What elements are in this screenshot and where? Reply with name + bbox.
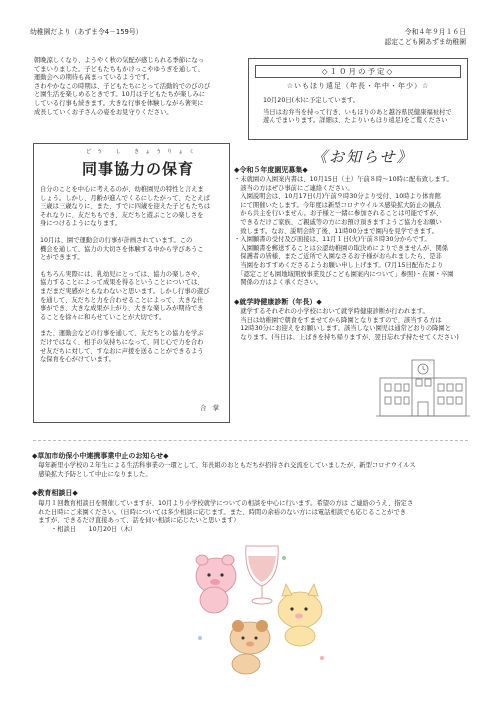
boshu-line: 該当の方はぜひ事前にご連絡ください。	[234, 184, 354, 192]
chuushi-title: ◆草加市幼保小中連携事業中止のお知らせ◆	[32, 452, 169, 460]
soudan-line: ・相談日 10月20日（木）	[32, 525, 137, 533]
intro-line: てまいりました。子どもたちもかけっこやゆうぎを通して、	[34, 65, 204, 73]
soudan-title: ◆教育相談日◆	[32, 489, 78, 497]
boshu-line: にて開催いたします。今年度は新型コロナウイルス感染拡大防止の観点	[234, 201, 441, 209]
kyodo-body	[40, 186, 224, 365]
kyodo-line: を通して、友だちと力を合わせることによって、大きな仕	[40, 296, 204, 304]
boshu-line: 保護者の皆様、またご近所で入園なさるお子様がおられましたら、是非	[234, 253, 442, 261]
chuushi-body	[32, 462, 472, 479]
kyodo-line: 事ができ、大きな成果が上がり、大きな楽しみが期待でき	[40, 305, 204, 313]
title-ruby: どう し きょうりょく	[86, 149, 201, 155]
newsletter-issue: 幼稚園だより（あずま令4－159号）	[30, 28, 143, 36]
kyodo-line: 10月は、園で運動会の行事が計画されています。この	[40, 236, 193, 244]
boshu-line: から共主を行いません。お子様と一緒に参加されることは可能ですが、	[234, 210, 443, 218]
school-building-illustration	[376, 352, 470, 420]
brown-character-icon	[230, 620, 270, 674]
kenshin-line: 12時30分にお迎えをお願いします。該当しない園児は通常どおりの降園と	[234, 325, 452, 333]
kenshin-title: ◆就学時健康診断（年長）◆	[234, 298, 322, 306]
dot-decoration-icon	[198, 636, 202, 640]
kenshin-line: なります。(当日は、上ばきを持ち帰りますが、翌日忘れず持たせてください)	[234, 333, 459, 341]
kyodo-line: 自分のことを中心に考えるのが、幼稚園児の特性と言えま	[40, 186, 204, 193]
intro-line: 成長していくお子さんの姿をお見守りください。	[34, 108, 173, 116]
schedule-line: 遊んでまいります。詳細は、たよりいもほり遠足)をご覧ください	[263, 117, 448, 125]
boshu-line: 当園をおすすめくださるようお願い申し上げます。(7月15日配布たより	[234, 261, 444, 269]
chuushi-line: 毎年新里小学校の２年生による生活科事業の一環として、年長組のおともだちが招待され交流をしていましたが、新型コロナウイルス	[32, 462, 416, 469]
kenshin-body	[234, 308, 474, 342]
schedule-details	[263, 97, 467, 126]
dot-decoration-icon	[282, 556, 286, 560]
boshu-line: ・未就園の入園案内書は、10月15日（土）午前８時～10時に配布致します。	[234, 176, 453, 183]
intro-line: している行事も続きます。大きな行事を体験しながら著実に	[34, 99, 204, 107]
kyodo-line: ることを徐々に和らせていことが大切です。	[40, 313, 166, 321]
imohori-title: ☆いもほり遠足（年長・年中・年少）☆	[286, 82, 430, 90]
schedule-line: 当日はお弁当を持って行き、いもほりのあと越谷県民健康福祉村で	[263, 108, 452, 116]
yellow-character-icon	[278, 584, 322, 646]
schedule-title: ◇１０月の予定◇	[255, 65, 461, 78]
boshu-line: 入園説明会は、10月17日(月)午前９時30分より受付、10時より体育館	[234, 193, 441, 201]
kyodo-line: とができます。	[40, 254, 84, 262]
chuushi-line: 感染拡大予防として中止になりました。	[32, 470, 152, 478]
kyodo-line: それなりに、友だちもでき、友だちと遊ぶことの楽しさを	[40, 211, 204, 219]
kyodo-line: せ友だちに対して、すなおに声援を送ることができるよう	[40, 347, 204, 355]
kyodo-line: まだまだ実感がともなわないと思います。しかし行事の遊び	[40, 287, 210, 295]
school-name: 認定こども園あずま幼稚園	[384, 38, 466, 46]
kyodo-line: 三歳は三歳なりに、また、すでに四歳を迎えた子どもたちは	[40, 203, 211, 211]
kyodo-sign: 合 掌	[200, 405, 219, 413]
boshu-line: できるだけご家族、ご親戚等の方にお預け頂きますようご協力をお願い	[234, 218, 442, 226]
soudan-line: ますが、できるだけ直接あって、話を伺い相談に応じたいと思います）	[32, 517, 240, 525]
intro-text	[34, 57, 246, 117]
schedule-line: 10月20日(木)に予定しています。	[263, 97, 359, 104]
kyodo-line: だけではなく、相手の気持ちになって、同じ心で力を合わ	[40, 338, 204, 346]
kyodo-title: 同事協力の保育	[82, 160, 195, 178]
boshu-line: 入園願書を郵送することは公認幼稚園の取決めによりできませんが、関係	[234, 244, 449, 252]
issue-date: 令和４年９月１６日	[404, 28, 466, 36]
kyodo-line: 協力することによって成果を得るということについては、	[40, 279, 204, 287]
intro-line: 朝晩涼しくなり、ようやく秋の気配が感じられる季節になっ	[34, 57, 205, 64]
boshu-line: 「認定こども園地域開放事業及びこども園案内について」参照)・在園・卒園	[234, 270, 454, 278]
boshu-title: ◆令和５年度園児募集◆	[234, 166, 308, 174]
kyodo-line: しょう。しかし、月齢が進んでくるにしたがって、たとえば	[40, 194, 210, 202]
intro-line: と園生活を楽しめるときです。10月は子どもたちが楽しみに	[34, 91, 206, 99]
october-schedule-box	[248, 58, 468, 140]
intro-line: さわやかなこの時期は、子どもたちにとって活動的でのびのび	[34, 82, 211, 90]
pink-character-icon	[196, 555, 236, 613]
oshirase-title: 《お知らせ》	[312, 148, 414, 166]
kyodo-line: 身につけるようになります。	[40, 220, 122, 228]
boshu-line: ・入園願書の受付及び面接は、11月１日(火)午前８時30分からです。	[234, 236, 431, 244]
soudan-body	[32, 500, 472, 534]
boshu-body	[234, 176, 474, 288]
kenshin-line: 就学するそれぞれの小学校において就学時健康診断が行われます。	[234, 308, 429, 315]
boshu-line: 関係の方はよく承ください。	[234, 279, 323, 287]
section-divider	[33, 440, 468, 441]
cup-icon	[246, 546, 278, 604]
characters-illustration	[188, 538, 334, 680]
kyodo-line: また、運動会などの行事を通して、友だちとの協力を学ぶ	[40, 330, 204, 338]
kyodo-line: な保育を心がけています。	[40, 356, 116, 364]
intro-line: 運動会への期待も高まっているようです。	[34, 74, 154, 82]
kyodo-column-box	[33, 143, 230, 423]
kyodo-line: もちろん実際には、乳幼児にとっては、協力の楽しさや、	[40, 270, 204, 278]
soudan-line: 毎月１回教育相談日を開催していますが、10月より小学校就学についての相談を中心に行います。希望の方は ご連絡のうえ、指定さ	[32, 500, 414, 507]
dot-decoration-icon	[320, 656, 324, 660]
boshu-line: 致します。なお、説明会終了後、11時00分まで園内を見学できます。	[234, 227, 438, 235]
soudan-line: れた日時にご来園ください。（日時については多少相談に応じます。また、時間の余裕のない方には電話相談でも応じることができ	[32, 508, 407, 516]
kenshin-line: 当日は幼稚園で朝食をすませてから降園となりますので、該当する方は	[234, 316, 442, 324]
kyodo-line: 機会を通して、協力の大切さを体験する中から学びあうこ	[40, 245, 204, 253]
